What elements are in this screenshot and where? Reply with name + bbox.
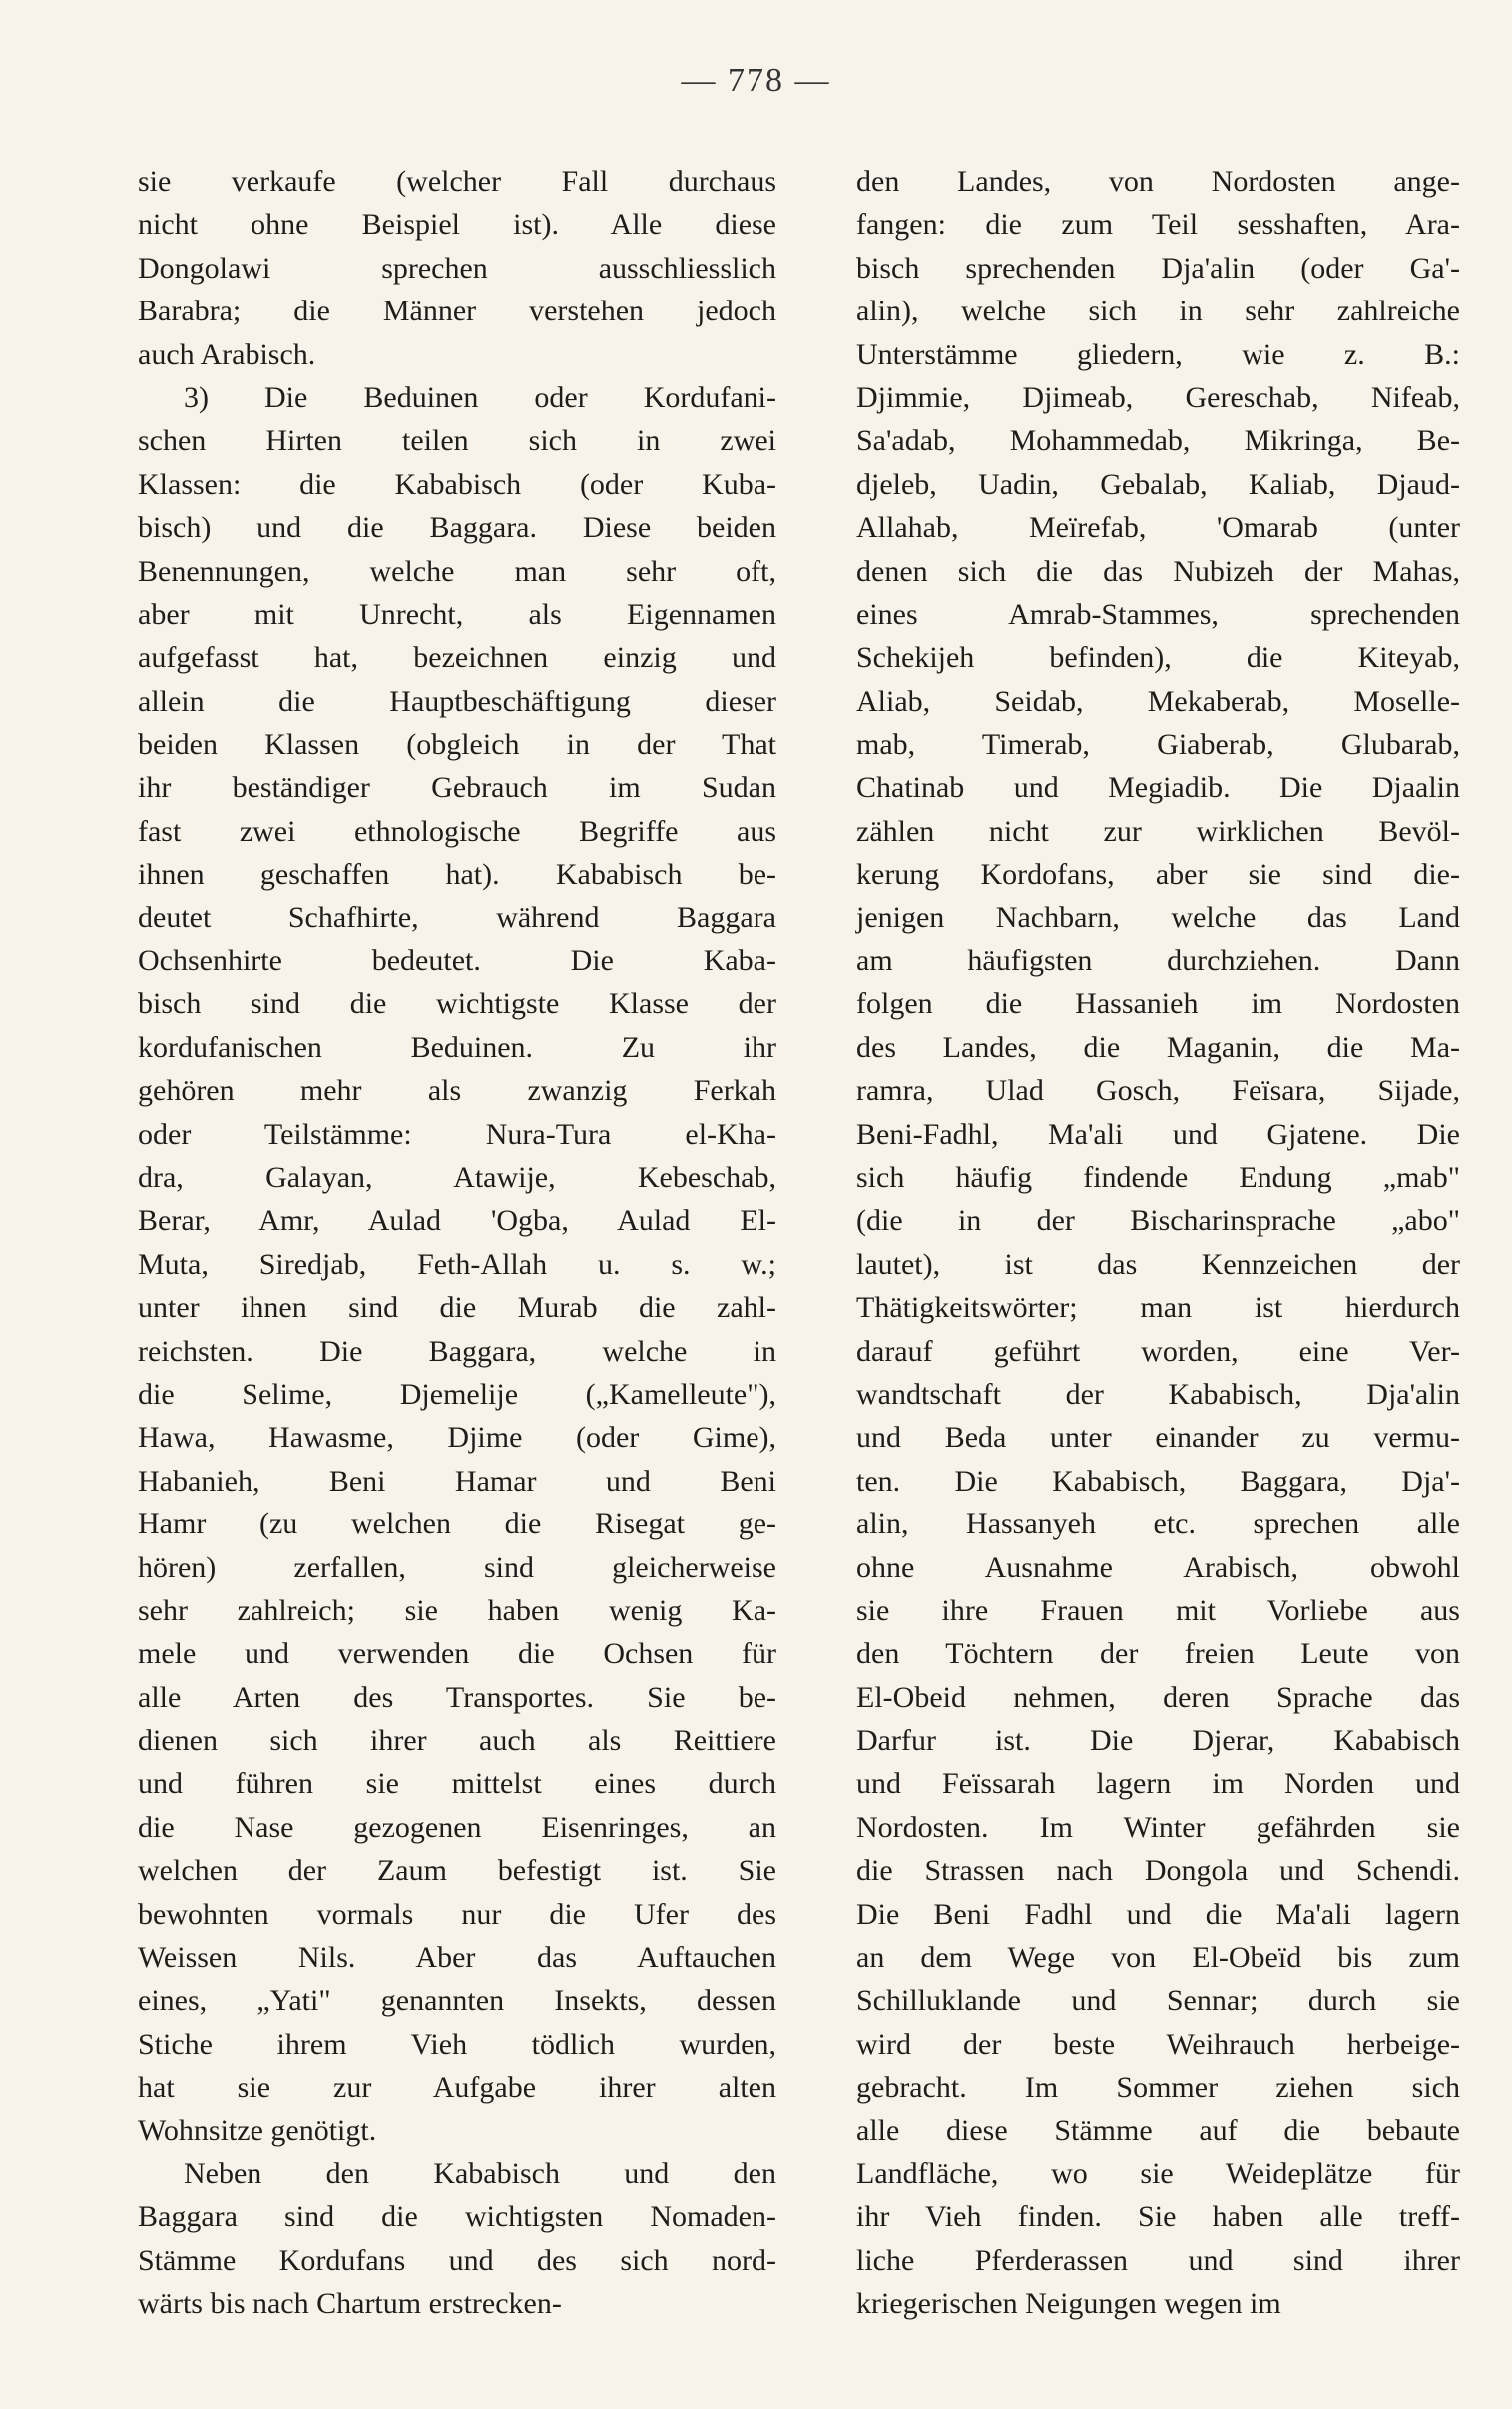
text-line: und Feïssarah lagern im Norden und [856,1767,1460,1801]
text-line: Stiche ihrem Vieh tödlich wurden, [138,2027,776,2061]
text-line: zählen nicht zur wirklichen Bevöl- [856,814,1460,848]
text-line: Djimmie, Djimeab, Gereschab, Nifeab, [856,380,1460,414]
text-line: Habanieh, Beni Hamar und Beni [138,1464,776,1498]
text-line: am häufigsten durchziehen. Dann [856,944,1460,978]
text-line: bisch) und die Baggara. Diese beiden [138,511,776,545]
text-line: alin), welche sich in sehr zahlreiche [856,295,1460,328]
text-line: Ochsenhirte bedeutet. Die Kaba- [138,944,776,978]
text-line: kriegerischen Neigungen wegen im [856,2287,1281,2321]
text-line: Darfur ist. Die Djerar, Kababisch [856,1724,1460,1758]
text-line: Schekijeh befinden), die Kiteyab, [856,641,1460,675]
text-line: unter ihnen sind die Murab die zahl- [138,1291,776,1325]
text-line: dienen sich ihrer auch als Reittiere [138,1724,776,1758]
text-line: dra, Galayan, Atawije, Kebeschab, [138,1160,776,1194]
text-line: nicht ohne Beispiel ist). Alle diese [138,208,776,242]
text-line: Baggara sind die wichtigsten Nomaden- [138,2200,776,2234]
text-line: darauf geführt worden, eine Ver- [856,1334,1460,1368]
text-line: Stämme Kordufans und des sich nord- [138,2243,776,2277]
text-line: alle Arten des Transportes. Sie be- [138,1680,776,1714]
text-line: Unterstämme gliedern, wie z. B.: [856,337,1460,371]
text-line: folgen die Hassanieh im Nordosten [856,987,1460,1021]
text-line: ihr beständiger Gebrauch im Sudan [138,771,776,805]
text-line: beiden Klassen (obgleich in der That [138,728,776,762]
text-line: 3) Die Beduinen oder Kordufani- [184,380,776,414]
text-line: an dem Wege von El-Obeïd bis zum [856,1941,1460,1975]
text-line: Sa'adab, Mohammedab, Mikringa, Be- [856,424,1460,458]
text-line: deutet Schafhirte, während Baggara [138,901,776,934]
text-line: Chatinab und Megiadib. Die Djaalin [856,771,1460,805]
text-line: Aliab, Seidab, Mekaberab, Moselle- [856,684,1460,718]
text-line: bisch sprechenden Dja'alin (oder Ga'- [856,251,1460,285]
text-line: gehören mehr als zwanzig Ferkah [138,1074,776,1108]
text-line: (die in der Bischarinsprache „abo" [856,1204,1460,1238]
text-line: sie verkaufe (welcher Fall durchaus [138,165,776,198]
text-line: Nordosten. Im Winter gefährden sie [856,1810,1460,1844]
text-line: fast zwei ethnologische Begriffe aus [138,814,776,848]
text-line: denen sich die das Nubizeh der Mahas, [856,554,1460,588]
text-line: sehr zahlreich; sie haben wenig Ka- [138,1593,776,1627]
text-line: die Selime, Djemelije („Kamelleute"), [138,1377,776,1411]
text-line: oder Teilstämme: Nura-Tura el-Kha- [138,1117,776,1151]
text-line: Dongolawi sprechen ausschliesslich [138,251,776,285]
text-line: Wohnsitze genötigt. [138,2113,377,2147]
text-line: bewohnten vormals nur die Ufer des [138,1897,776,1931]
text-line: sie ihre Frauen mit Vorliebe aus [856,1593,1460,1627]
text-line: aufgefasst hat, bezeichnen einzig und [138,641,776,675]
text-line: Berar, Amr, Aulad 'Ogba, Aulad El- [138,1204,776,1238]
text-line: ihr Vieh finden. Sie haben alle treff- [856,2200,1460,2234]
text-line: Klassen: die Kababisch (oder Kuba- [138,467,776,501]
text-line: aber mit Unrecht, als Eigennamen [138,597,776,631]
text-line: wandtschaft der Kababisch, Dja'alin [856,1377,1460,1411]
text-line: lautet), ist das Kennzeichen der [856,1247,1460,1281]
text-line: allein die Hauptbeschäftigung dieser [138,684,776,718]
text-line: sich häufig findende Endung „mab" [856,1160,1460,1194]
text-line: auch Arabisch. [138,337,316,371]
text-line: alle diese Stämme auf die bebaute [856,2113,1460,2147]
text-line: Schilluklande und Sennar; durch sie [856,1984,1460,2018]
text-line: Allahab, Meïrefab, 'Omarab (unter [856,511,1460,545]
text-line: die Nase gezogenen Eisenringes, an [138,1810,776,1844]
text-line: kerung Kordofans, aber sie sind die- [856,858,1460,892]
text-line: ihnen geschaffen hat). Kababisch be- [138,858,776,892]
text-line: alin, Hassanyeh etc. sprechen alle [856,1507,1460,1541]
text-line: eines, „Yati" genannten Insekts, dessen [138,1984,776,2018]
text-line: hören) zerfallen, sind gleicherweise [138,1550,776,1584]
text-line: und Beda unter einander zu vermu- [856,1421,1460,1455]
text-line: El-Obeid nehmen, deren Sprache das [856,1680,1460,1714]
text-line: des Landes, die Maganin, die Ma- [856,1030,1460,1064]
right-column [856,160,1460,2326]
text-line: liche Pferderassen und sind ihrer [856,2243,1460,2277]
text-line: den Töchtern der freien Leute von [856,1637,1460,1671]
text-line: Hamr (zu welchen die Risegat ge- [138,1507,776,1541]
text-line: Landfläche, wo sie Weideplätze für [856,2156,1460,2190]
text-line: hat sie zur Aufgabe ihrer alten [138,2071,776,2105]
text-line: Beni-Fadhl, Ma'ali und Gjatene. Die [856,1117,1460,1151]
text-line: gebracht. Im Sommer ziehen sich [856,2071,1460,2105]
text-line: Neben den Kababisch und den [184,2156,776,2190]
text-line: den Landes, von Nordosten ange- [856,165,1460,198]
text-line: Benennungen, welche man sehr oft, [138,554,776,588]
text-line: Barabra; die Männer verstehen jedoch [138,295,776,328]
text-line: mab, Timerab, Giaberab, Glubarab, [856,728,1460,762]
text-line: Die Beni Fadhl und die Ma'ali lagern [856,1897,1460,1931]
text-line: mele und verwenden die Ochsen für [138,1637,776,1671]
text-line: reichsten. Die Baggara, welche in [138,1334,776,1368]
text-line: djeleb, Uadin, Gebalab, Kaliab, Djaud- [856,467,1460,501]
text-line: schen Hirten teilen sich in zwei [138,424,776,458]
text-line: jenigen Nachbarn, welche das Land [856,901,1460,934]
text-line: Muta, Siredjab, Feth-Allah u. s. w.; [138,1247,776,1281]
text-line: ten. Die Kababisch, Baggara, Dja'- [856,1464,1460,1498]
text-line: Hawa, Hawasme, Djime (oder Gime), [138,1421,776,1455]
text-line: eines Amrab-Stammes, sprechenden [856,597,1460,631]
text-line: ohne Ausnahme Arabisch, obwohl [856,1550,1460,1584]
page-number: — 778 — [681,62,831,99]
text-line: und führen sie mittelst eines durch [138,1767,776,1801]
text-line: Thätigkeitswörter; man ist hierdurch [856,1291,1460,1325]
text-line: bisch sind die wichtigste Klasse der [138,987,776,1021]
text-line: kordufanischen Beduinen. Zu ihr [138,1030,776,1064]
left-column [138,160,776,2326]
text-line: wird der beste Weihrauch herbeige- [856,2027,1460,2061]
text-line: Weissen Nils. Aber das Auftauchen [138,1941,776,1975]
text-line: fangen: die zum Teil sesshaften, Ara- [856,208,1460,242]
text-line: ramra, Ulad Gosch, Feïsara, Sijade, [856,1074,1460,1108]
text-line: die Strassen nach Dongola und Schendi. [856,1854,1460,1888]
text-line: wärts bis nach Chartum erstrecken- [138,2287,562,2321]
text-line: welchen der Zaum befestigt ist. Sie [138,1854,776,1888]
